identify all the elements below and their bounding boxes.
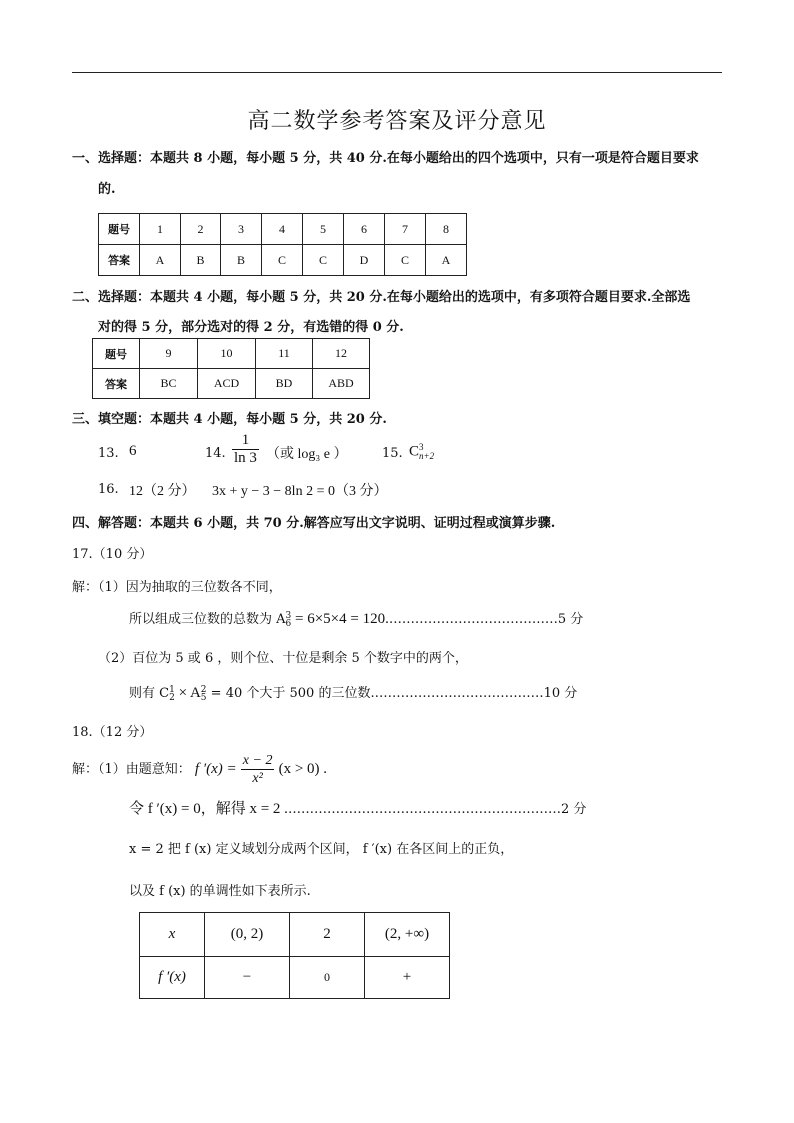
row-label-answer: 答案 (99, 245, 140, 276)
q17-line2-score: 5 分 (557, 612, 584, 627)
table-cell: 2 (181, 214, 221, 245)
table-cell: 0 (290, 957, 365, 999)
q17-line4 (129, 682, 577, 702)
table-cell: ACD (198, 369, 256, 399)
q17-line3: （2）百位为 5 或 6 ，则个位、十位是剩余 5 个数字中的两个， (98, 651, 468, 666)
q17-header: 17.（10 分） (72, 547, 153, 562)
table-header-interval2: (2, +∞) (365, 913, 450, 957)
table-cell: 7 (385, 214, 426, 245)
q17-line2-sub: 6 (285, 618, 292, 629)
table-cell: BC (140, 369, 198, 399)
q16-answer-1: 12（2 分） (129, 484, 196, 499)
q18-line2 (129, 797, 586, 818)
table-cell: C (385, 245, 426, 276)
q17-line1: 解：（1）因为抽取的三位数各不同， (72, 580, 282, 595)
table-cell: − (205, 957, 290, 999)
q17-line2-dots: ………………………………… (388, 612, 558, 627)
table-header-point: 2 (290, 913, 365, 957)
q18-line3: x = 2 把 f (x) 定义域划分成两个区间， f ′(x) 在各区间上的正负， (129, 842, 514, 857)
q17-line2 (129, 608, 583, 628)
q17-line4-sup2: 2 (200, 684, 207, 695)
q18-denominator: x² (252, 771, 263, 786)
q18-line1-text: 解：（1）由题意知： (72, 762, 191, 777)
q17-line4-times: × A (174, 685, 201, 701)
section3-heading: 三、填空题：本题共 4 小题，每小题 5 分，共 20 分. (72, 412, 387, 427)
q17-line4-sub2: 5 (200, 692, 207, 703)
row-label-question: 题号 (99, 214, 140, 245)
table-cell: 8 (426, 214, 467, 245)
table-cell: 3 (221, 214, 262, 245)
table-cell: A (426, 245, 467, 276)
q17-line4-text: 则有 C (129, 686, 170, 701)
table-cell: A (140, 245, 181, 276)
q17-line4-conclusion: = 40 个大于 500 的三位数. (206, 686, 375, 701)
q17-line2-text: 所以组成三位数的总数为 A (129, 612, 286, 627)
top-rule (72, 72, 722, 73)
q13-number: 13. (98, 446, 119, 461)
q18-line2-text: 令 f ′(x) = 0，解得 x = 2 . (129, 801, 288, 817)
q18-line2-dots: ……………………………………………………… (287, 802, 561, 817)
table-cell: + (365, 957, 450, 999)
table-cell: 6 (344, 214, 385, 245)
table-header-x: x (140, 913, 205, 957)
q15-number: 15. (382, 446, 403, 461)
q14-fraction (232, 432, 259, 467)
table-row-label: f ′(x) (140, 957, 205, 999)
table-cell: B (221, 245, 262, 276)
q17-line4-dots: ………………………………… (374, 686, 544, 701)
q15-symbol: C (409, 443, 420, 460)
q17-line4-sub1: 2 (169, 692, 175, 703)
q14-denominator: ln 3 (234, 450, 257, 466)
q14-alt-answer: （或 log₃ e ） (266, 447, 348, 462)
q18-header: 18.（12 分） (72, 725, 153, 740)
q13-answer: 6 (129, 443, 137, 459)
page-title: 高二数学参考答案及评分意见 (247, 109, 547, 134)
section1-heading-line2: 的. (98, 182, 116, 197)
q17-line2-eq: = 6×5×4 = 120. (291, 611, 389, 627)
table-cell: 5 (303, 214, 344, 245)
q15-sub: n+2 (419, 451, 435, 461)
table-cell: C (262, 245, 303, 276)
q15-sup: 3 (419, 442, 424, 452)
table-cell: D (344, 245, 385, 276)
table-cell: 10 (198, 339, 256, 369)
q17-line4-sup1: 1 (169, 684, 175, 695)
q16-answer-2: 3x + y − 3 − 8ln 2 = 0（3 分） (212, 484, 388, 499)
table-cell: 12 (313, 339, 370, 369)
section2-answer-table (92, 338, 370, 399)
table-cell: 11 (256, 339, 313, 369)
q18-line1-f: f ′(x) = (194, 761, 237, 777)
q16-number: 16. (98, 482, 119, 497)
q18-numerator: x − 2 (242, 753, 273, 768)
section2-heading-line1: 二、选择题：本题共 4 小题，每小题 5 分，共 20 分.在每小题给出的选项中，有多项符合题目要求.全部选 (72, 290, 691, 305)
section1-heading-line1: 一、选择题：本题共 8 小题，每小题 5 分，共 40 分.在每小题给出的四个选项中，只有一项是符合题目要求 (72, 151, 699, 166)
table-cell: 9 (140, 339, 198, 369)
q18-line2-score: 2 分 (560, 802, 587, 817)
monotonicity-table (139, 912, 450, 999)
table-cell: 4 (262, 214, 303, 245)
table-header-interval1: (0, 2) (205, 913, 290, 957)
table-cell: 1 (140, 214, 181, 245)
section2-heading-line2: 对的得 5 分，部分选对的得 2 分，有选错的得 0 分. (98, 320, 404, 335)
row-label-question: 题号 (93, 339, 140, 369)
q17-line2-sup: 3 (285, 610, 292, 621)
q18-line1-condition: (x > 0) . (278, 761, 328, 777)
table-cell: ABD (313, 369, 370, 399)
q18-line1 (72, 752, 327, 787)
section4-heading: 四、解答题：本题共 6 小题，共 70 分.解答应写出文字说明、证明过程或演算步骤. (72, 516, 556, 531)
q14-numerator: 1 (232, 432, 259, 450)
q14-number: 14. (205, 446, 226, 461)
row-label-answer: 答案 (93, 369, 140, 399)
q18-line4: 以及 f (x) 的单调性如下表所示. (129, 884, 311, 899)
table-cell: BD (256, 369, 313, 399)
q17-line4-score: 10 分 (543, 686, 578, 701)
q15-answer (409, 443, 434, 461)
table-cell: C (303, 245, 344, 276)
section1-answer-table (98, 213, 467, 276)
table-cell: B (181, 245, 221, 276)
